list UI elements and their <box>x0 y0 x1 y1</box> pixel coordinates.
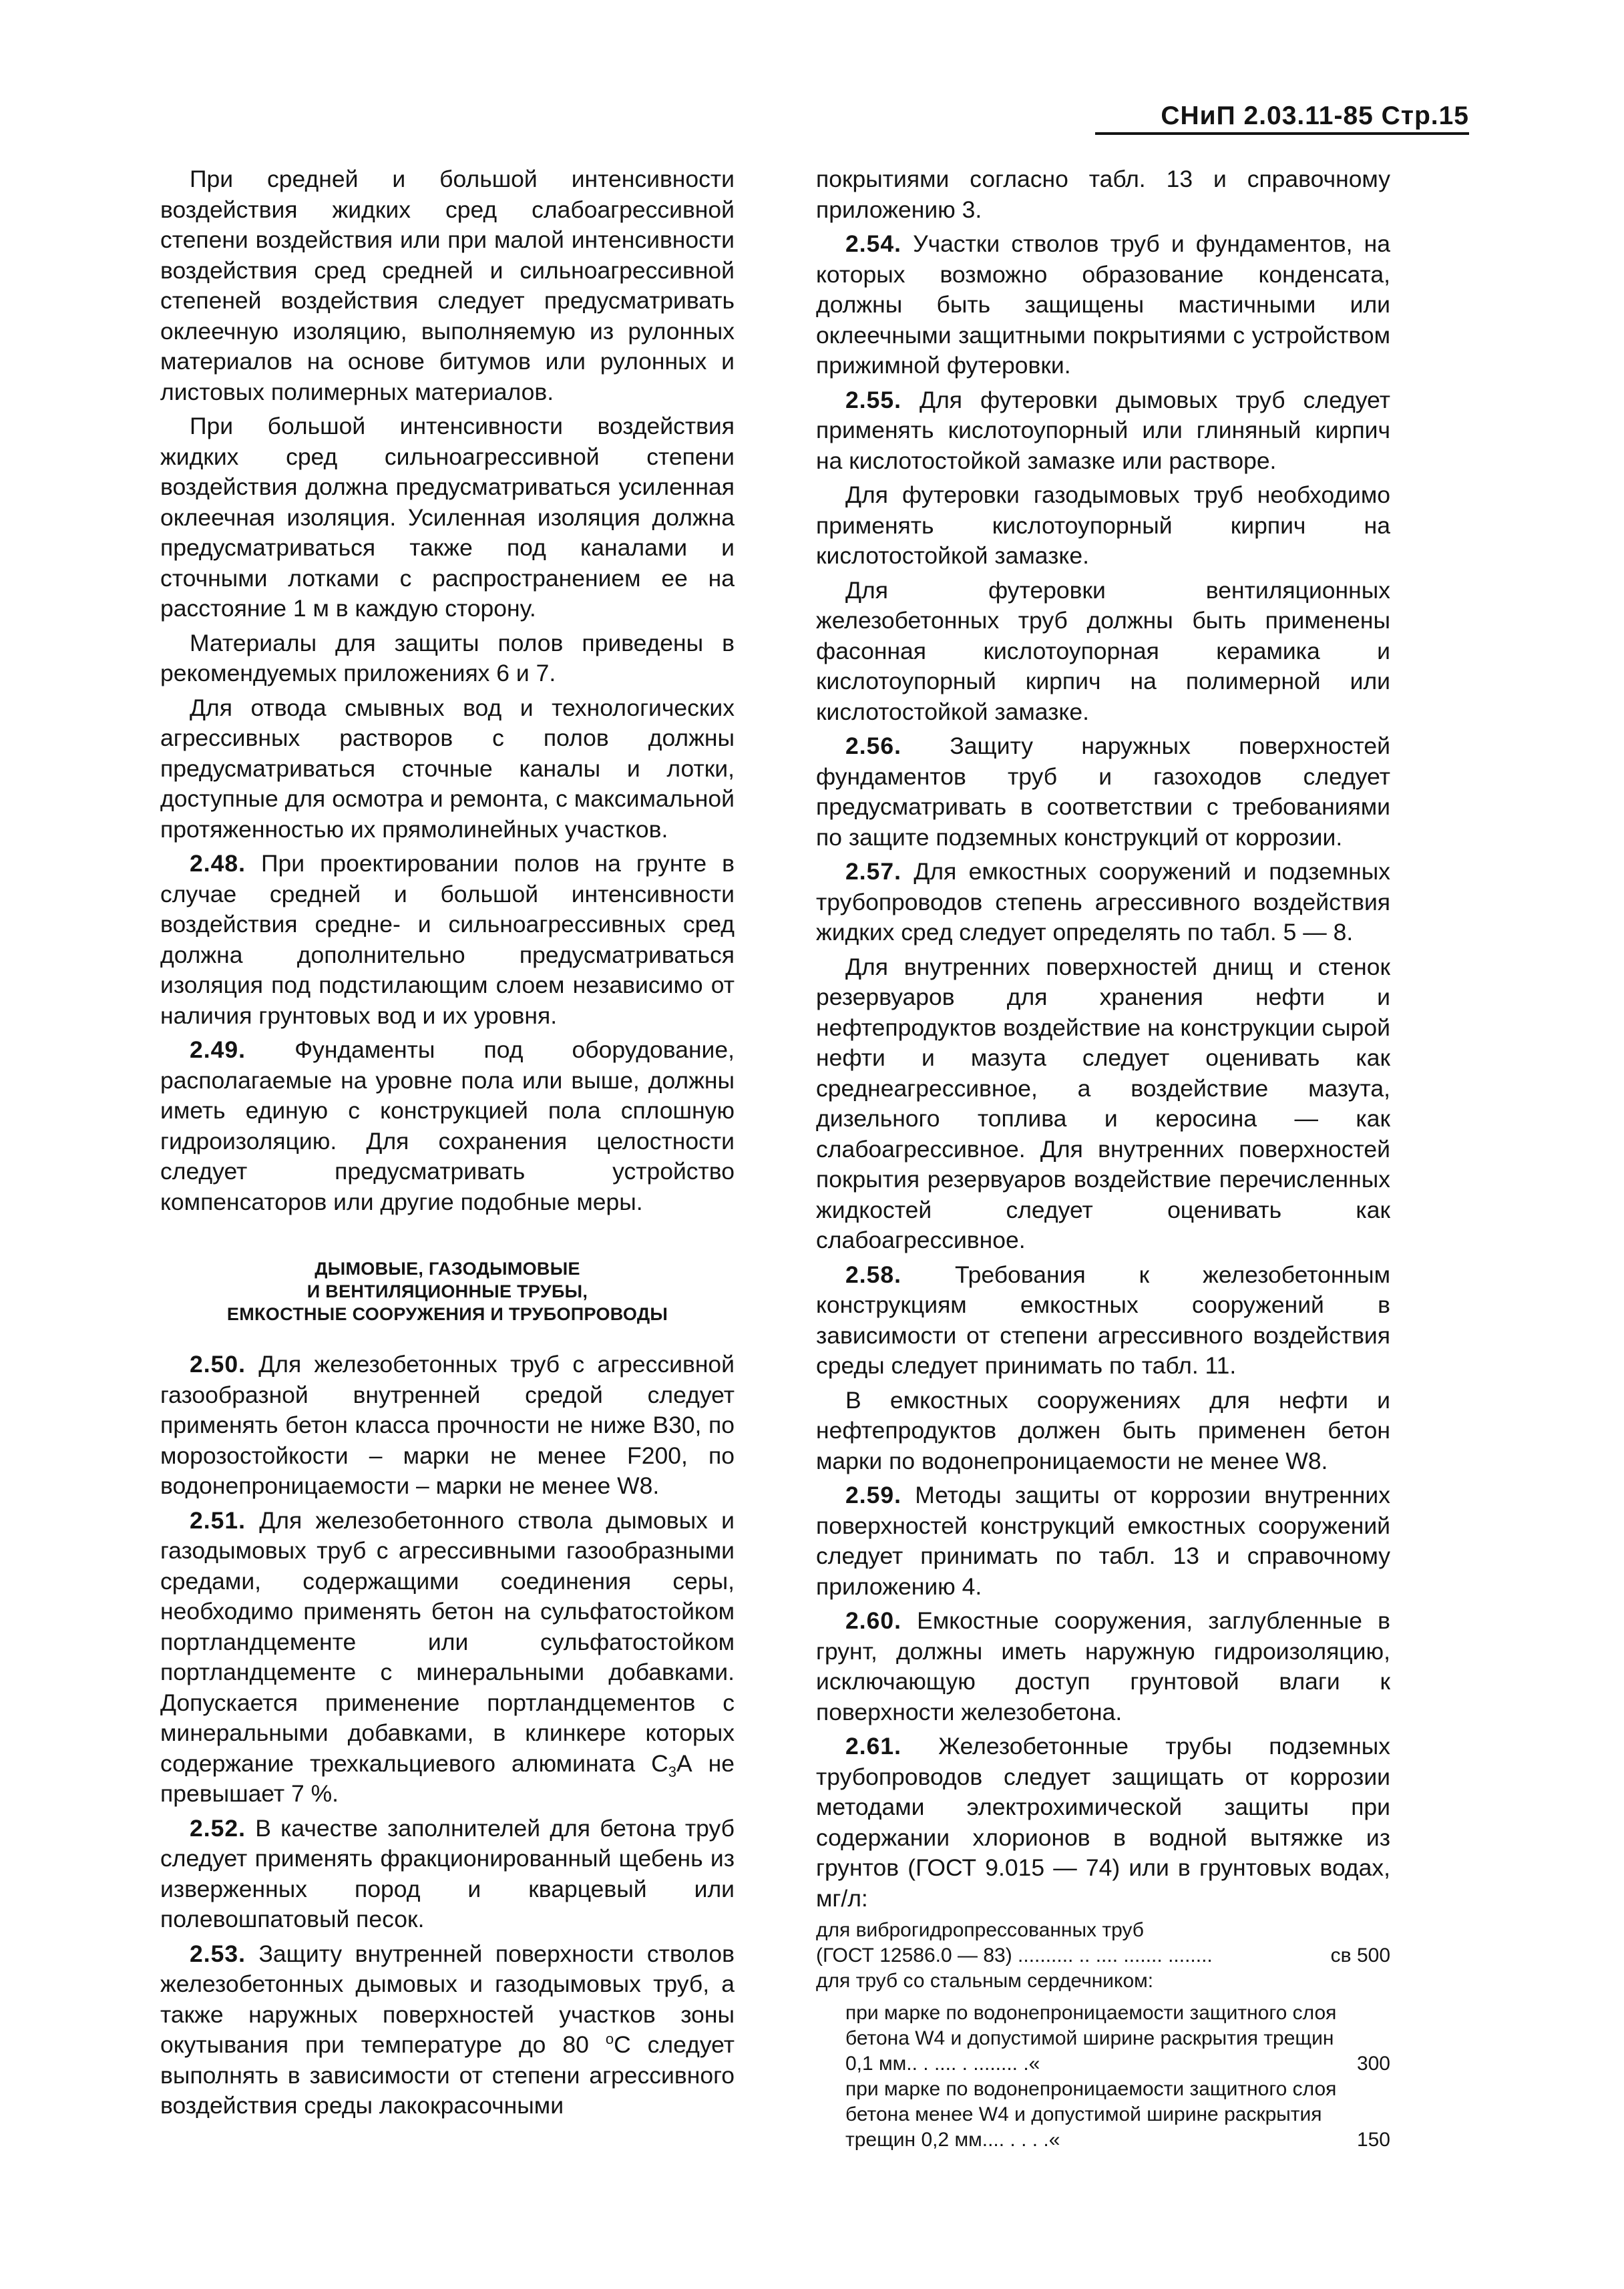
degree-sign: о <box>605 2031 614 2048</box>
clause-number: 2.50. <box>190 1351 246 1378</box>
left-column <box>160 164 735 2125</box>
list-item <box>816 1943 1390 1968</box>
clause-number: 2.59. <box>845 1482 901 1508</box>
clause-2-59 <box>816 1480 1390 1602</box>
sublist-item-value: 300 <box>1356 2053 1390 2075</box>
paragraph: Для отвода смывных вод и технологических агрессивных растворов с полов должны предусматриваться сточные каналы и лотки, доступные для осмотра и ремонта, с максимальной протяженностью их прямолинейных участков. <box>160 694 735 843</box>
subscript: 3 <box>668 1763 676 1780</box>
steel-core-sublist <box>816 2001 1390 2153</box>
clause-text: Методы защиты от коррозии внутренних поверхностей конструкций емкостных сооружений следует принимать по табл. 13 и справочному приложению 4. <box>816 1482 1390 1600</box>
clause-2-60 <box>816 1606 1390 1727</box>
clause-2-61 <box>816 1731 1390 1914</box>
sublist-item-label: при марке по водонепроницаемости защитного слоя бетона менее W4 и допустимой ширине раскрытия трещин 0,2 мм.... . . . .« <box>845 2078 1337 2151</box>
clause-text: Требования к железобетонным конструкциям емкостных сооружений в зависимости от степени агрессивного воздействия среды следует принимать по табл. 11. <box>816 1261 1390 1379</box>
list-item: для труб со стальным сердечником: <box>816 1970 1154 1992</box>
clause-number: 2.53. <box>190 1940 246 1967</box>
clause-2-49 <box>160 1035 735 1217</box>
clause-number: 2.61. <box>845 1733 901 1759</box>
sublist-item <box>845 2077 1390 2153</box>
clause-text: Фундаменты под оборудование, располагаемые на уровне пола или выше, должны иметь единую с конструкцией пола сплошную гидроизоляцию. Для сохранения целостности следует предусматривать устройство компенсаторов или другие подобные меры. <box>160 1036 735 1215</box>
heading-line: ДЫМОВЫЕ, ГАЗОДЫМОВЫЕ <box>315 1259 580 1279</box>
clause-text: Участки стволов труб и фундаментов, на которых возможно образование конденсата, должны быть защищены мастичными или оклеечными защитными покрытиями с устройством прижимной футеровки. <box>816 230 1390 379</box>
clause-2-54 <box>816 229 1390 381</box>
clause-2-55 <box>816 385 1390 477</box>
paragraph-continuation: покрытиями согласно табл. 13 и справочному приложению 3. <box>816 166 1390 223</box>
clause-2-48 <box>160 849 735 1031</box>
clause-text-end: С следует выполнять в зависимости от степени агрессивного воздействия среды лакокрасочными <box>160 2031 735 2119</box>
clause-2-57 <box>816 857 1390 948</box>
clause-number: 2.49. <box>190 1036 246 1063</box>
list-item-label: (ГОСТ 12586.0 — 83) .......... .. .... ....... ........ <box>816 1944 1213 1966</box>
clause-text: При проектировании полов на грунте в случае средней и большой интенсивности воздействия средне- и сильноагрессивных сред должна дополнительно предусматриваться изоляция под подстилающим слоем независимо от наличия грунтовых вод и их уровня. <box>160 850 735 1029</box>
clause-text: Емкостные сооружения, заглубленные в грунт, должны иметь наружную гидроизоляцию, исключающую доступ грунтовой влаги к поверхности железобетона. <box>816 1607 1390 1725</box>
clause-number: 2.58. <box>845 1261 901 1288</box>
clause-number: 2.60. <box>845 1607 901 1634</box>
clause-text: Защиту наружных поверхностей фундаментов труб и газоходов следует предусматривать в соответствии с требованиями по защите подземных конструкций от коррозии. <box>816 733 1390 851</box>
clause-2-56 <box>816 731 1390 853</box>
right-column <box>816 164 1390 2153</box>
sublist-item-label: при марке по водонепроницаемости защитного слоя бетона W4 и допустимой ширине раскрытия трещин 0,1 мм.. . .... . ........ .« <box>845 2002 1337 2075</box>
paragraph: Для футеровки газодымовых труб необходимо применять кислотоупорный кирпич на кислотостойкой замазке. <box>816 481 1390 569</box>
clause-text: Для емкостных сооружений и подземных трубопроводов степень агрессивного воздействия жидких сред следует определять по табл. 5 — 8. <box>816 858 1390 946</box>
clause-number: 2.51. <box>190 1506 246 1534</box>
clause-number: 2.48. <box>190 850 246 877</box>
clause-number: 2.52. <box>190 1814 246 1842</box>
sublist-item-value: 150 <box>1356 2129 1390 2151</box>
clause-text-end: А не превышает 7 %. <box>160 1749 735 1807</box>
clause-number: 2.55. <box>845 386 901 413</box>
list-item: для виброгидропрессованных труб <box>816 1919 1144 1941</box>
clause-2-50 <box>160 1349 735 1502</box>
paragraph: При большой интенсивности воздействия жидких сред сильноагрессивной степени воздействия должна предусматриваться усиленная оклеечная изоляция. Усиленная изоляция должна предусматриваться также под каналами и сточными лотками с распространением ее на расстояние 1 м в каждую сторону. <box>160 413 735 622</box>
heading-line: ЕМКОСТНЫЕ СООРУЖЕНИЯ И ТРУБОПРОВОДЫ <box>226 1304 668 1324</box>
chloride-limits-list <box>816 1918 1390 1994</box>
paragraph: При средней и большой интенсивности воздействия жидких сред слабоагрессивной степени воздействия или при малой интенсивности воздействия сред средней и сильноагрессивной степеней воздействия следует предусматривать оклеечную изоляцию, выполняемую из рулонных материалов на основе битумов или рулонных и листовых полимерных материалов. <box>160 166 735 405</box>
clause-2-58 <box>816 1260 1390 1382</box>
clause-2-53 <box>160 1939 735 2121</box>
clause-number: 2.54. <box>845 230 901 257</box>
clause-text: Железобетонные трубы подземных трубопроводов следует защищать от коррозии методами электрохимической защиты при содержании хлорионов в водной вытяжке из грунтов (ГОСТ 9.015 — 74) или в грунтовых водах, мг/л: <box>816 1733 1390 1912</box>
clause-2-51 <box>160 1506 735 1810</box>
clause-text: Для железобетонного ствола дымовых и газодымовых труб с агрессивными газообразными средами, содержащими соединения серы, необходимо применять бетон на сульфатостойком портландцементе или сульфатостойком портландцементе с минеральными добавками. Допускается применение портландцементов с минеральными добавками, в клинкере которых содержание трехкальциевого алюмината С <box>160 1506 735 1777</box>
paragraph: Для внутренних поверхностей днищ и стенок резервуаров для хранения нефти и нефтепродуктов воздействие на конструкции сырой нефти и мазута следует оценивать как среднеагрессивное, а воздействие мазута, дизельного топлива и керосина — как слабоагрессивное. Для внутренних поверхностей покрытия резервуаров воздействие перечисленных жидкостей следует оценивать как слабоагрессивное. <box>816 953 1390 1253</box>
clause-text: Защиту внутренней поверхности стволов железобетонных дымовых и газодымовых труб, а также наружных поверхностей участков зоны окутывания при температуре до 80 <box>160 1940 735 2058</box>
clause-number: 2.56. <box>845 733 901 759</box>
clause-2-52 <box>160 1814 735 1935</box>
paragraph: В емкостных сооружениях для нефти и нефтепродуктов должен быть применен бетон марки по водонепроницаемости не менее W8. <box>816 1386 1390 1474</box>
clause-number: 2.57. <box>845 858 901 885</box>
clause-text: Для железобетонных труб с агрессивной газообразной внутренней средой следует применять бетон класса прочности не ниже В30, по морозостойкости – марки не менее F200, по водонепроницаемости – марки не менее W8. <box>160 1351 735 1499</box>
heading-line: И ВЕНТИЛЯЦИОННЫЕ ТРУБЫ, <box>307 1281 588 1301</box>
clause-text: Для футеровки дымовых труб следует применять кислотоупорный или глиняный кирпич на кислотостойкой замазке или растворе. <box>816 386 1390 474</box>
list-item-value: св 500 <box>1330 1944 1390 1966</box>
paragraph: Материалы для защиты полов приведены в рекомендуемых приложениях 6 и 7. <box>160 629 735 686</box>
paragraph: Для футеровки вентиляционных железобетонных труб должны быть применены фасонная кислотоупорная керамика и кислотоупорный кирпич на полимерной или кислотостойкой замазке. <box>816 576 1390 725</box>
sublist-item <box>845 2001 1390 2077</box>
section-heading <box>160 1257 735 1325</box>
clause-text: В качестве заполнителей для бетона труб следует применять фракционированный щебень из изверженных пород и кварцевый или полевошпатовый песок. <box>160 1814 735 1932</box>
running-header: СНиП 2.03.11-85 Стр.15 <box>1095 101 1469 135</box>
